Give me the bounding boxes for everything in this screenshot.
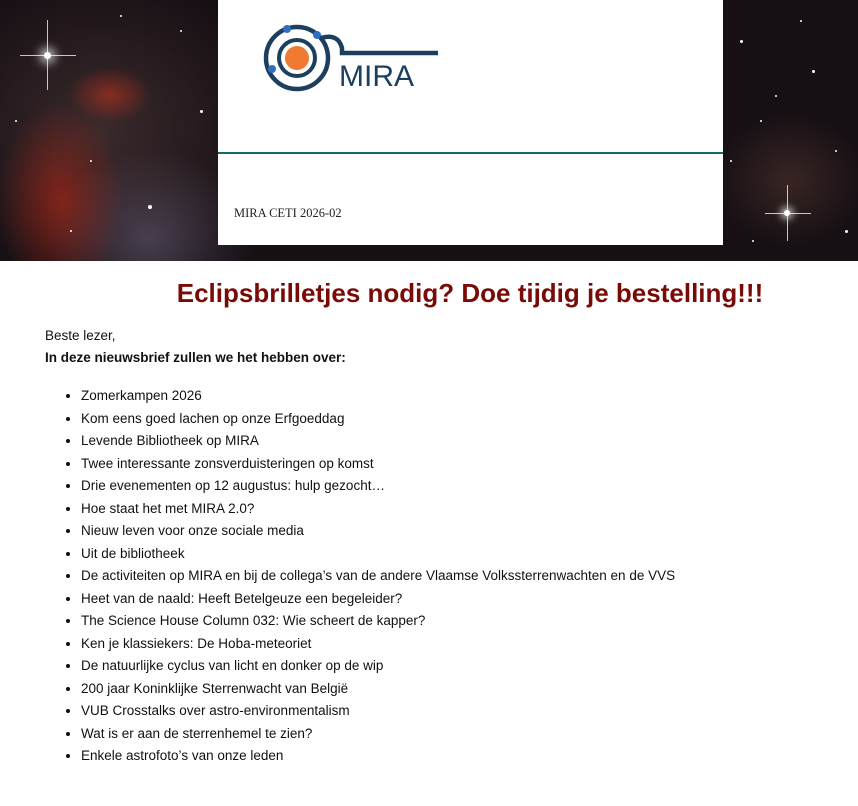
topic-list	[45, 385, 675, 768]
topic-item: • De natuurlijke cyclus van licht en donker op de wip	[81, 655, 675, 678]
topic-item: • The Science House Column 032: Wie scheert de kapper?	[81, 610, 675, 633]
topic-item: • Zomerkampen 2026	[81, 385, 675, 408]
greeting: Beste lezer,	[45, 328, 116, 343]
header-card	[218, 0, 723, 245]
topic-item: • Ken je klassiekers: De Hoba-meteoriet	[81, 633, 675, 656]
topic-item: • Uit de bibliotheek	[81, 543, 675, 566]
mira-logo	[250, 8, 440, 93]
header-divider	[218, 152, 723, 154]
topic-item: • Kom eens goed lachen op onze Erfgoeddag	[81, 408, 675, 431]
headline: Eclipsbrilletjes nodig? Doe tijdig je bestelling!!!	[176, 278, 764, 308]
header-banner	[0, 0, 858, 261]
topic-item: • Enkele astrofoto’s van onze leden	[81, 745, 675, 768]
logo-wordmark: MIRA	[339, 60, 414, 93]
topic-item: • Levende Bibliotheek op MIRA	[81, 430, 675, 453]
issue-label: MIRA CETI 2026-02	[234, 206, 342, 220]
topic-item: • Hoe staat het met MIRA 2.0?	[81, 498, 675, 521]
topic-item: • VUB Crosstalks over astro-environmentalism	[81, 700, 675, 723]
topic-item: • Wat is er aan de sterrenhemel te zien?	[81, 723, 675, 746]
topic-item: • Nieuw leven voor onze sociale media	[81, 520, 675, 543]
intro-text: In deze nieuwsbrief zullen we het hebben over:	[45, 350, 346, 365]
topic-item: • Heet van de naald: Heeft Betelgeuze een begeleider?	[81, 588, 675, 611]
topic-item: • De activiteiten op MIRA en bij de collega’s van de andere Vlaamse Volkssterrenwachten en de VVS	[81, 565, 675, 588]
topic-item: • Drie evenementen op 12 augustus: hulp gezocht…	[81, 475, 675, 498]
topic-item: • Twee interessante zonsverduisteringen op komst	[81, 453, 675, 476]
topic-item: • 200 jaar Koninklijke Sterrenwacht van België	[81, 678, 675, 701]
